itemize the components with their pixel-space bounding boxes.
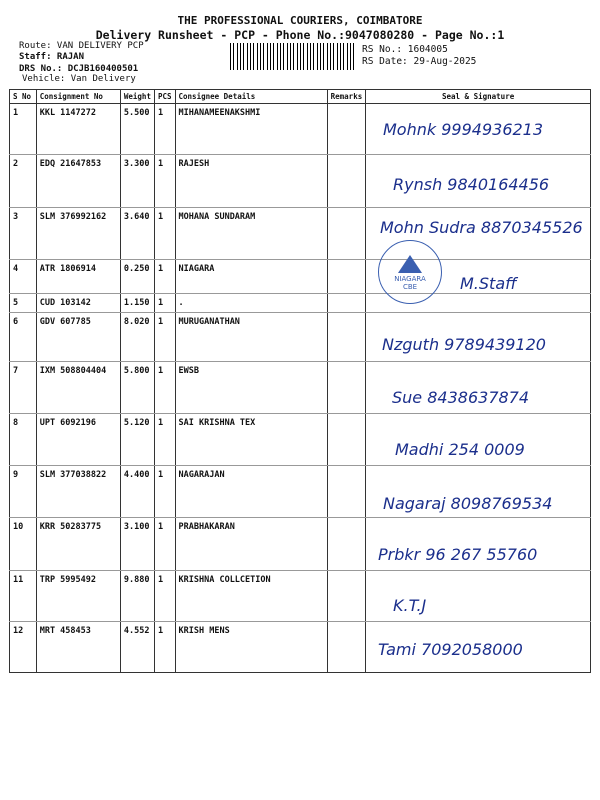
row-consignee: RAJESH xyxy=(175,155,327,208)
signature-phone: 254 0009 xyxy=(448,440,525,459)
col-header-remarks: Remarks xyxy=(327,90,366,104)
row-weight: 3.100 xyxy=(120,518,154,571)
row-weight: 5.500 xyxy=(120,104,154,155)
row-consignment-no: TRP 5995492 xyxy=(36,571,120,622)
signature-row-3 xyxy=(380,218,583,237)
row-pcs: 1 xyxy=(154,414,175,466)
row-consignment-no: EDQ 21647853 xyxy=(36,155,120,208)
stamp-text: NIAGARA xyxy=(394,275,426,283)
row-consignee: SAI KRISHNA TEX xyxy=(175,414,327,466)
row-pcs: 1 xyxy=(154,622,175,673)
row-sno: 1 xyxy=(10,104,37,155)
row-consignment-no: KKL 1147272 xyxy=(36,104,120,155)
table-row xyxy=(10,294,591,313)
row-sno: 12 xyxy=(10,622,37,673)
row-remarks xyxy=(327,155,366,208)
row-remarks xyxy=(327,466,366,518)
row-remarks xyxy=(327,294,366,313)
barcode-bar xyxy=(237,43,238,70)
row-consignee: PRABHAKARAN xyxy=(175,518,327,571)
col-header-signature: Seal & Signature xyxy=(366,90,591,104)
signature-name: Mohn Sudra xyxy=(380,218,476,237)
barcode-bar xyxy=(283,43,284,70)
row-sno: 5 xyxy=(10,294,37,313)
row-sno: 4 xyxy=(10,260,37,294)
row-weight: 8.020 xyxy=(120,313,154,362)
barcode-bar xyxy=(323,43,324,70)
barcode-bar xyxy=(297,43,298,70)
row-consignee: NIAGARA xyxy=(175,260,327,294)
signature-phone: 8438637874 xyxy=(427,388,530,407)
drs-number: DRS No.: DCJB160400501 xyxy=(19,64,139,74)
signature-row-8 xyxy=(395,440,525,459)
row-consignee: MOHANA SUNDARAM xyxy=(175,208,327,260)
signature-name: Prbkr xyxy=(378,545,421,564)
company-title: THE PROFESSIONAL COURIERS, COIMBATORE xyxy=(177,14,423,27)
row-weight: 5.800 xyxy=(120,362,154,414)
barcode-bar xyxy=(347,43,348,70)
row-sno: 10 xyxy=(10,518,37,571)
barcode-bar xyxy=(253,43,254,70)
row-weight: 9.880 xyxy=(120,571,154,622)
barcode-bar xyxy=(287,43,288,70)
row-remarks xyxy=(327,571,366,622)
barcode xyxy=(230,43,358,70)
row-pcs: 1 xyxy=(154,313,175,362)
barcode-bar xyxy=(240,43,241,70)
barcode-bar xyxy=(277,43,278,70)
barcode-bar xyxy=(280,43,281,70)
runsheet-title: Delivery Runsheet - PCP - Phone No.:9047080280 - Page No.:1 xyxy=(95,28,505,42)
barcode-bar xyxy=(313,43,314,70)
barcode-bar xyxy=(267,43,268,70)
col-header-consignment: Consignment No xyxy=(36,90,120,104)
barcode-bar xyxy=(243,43,244,70)
barcode-bar xyxy=(230,43,231,70)
row-remarks xyxy=(327,414,366,466)
row-remarks xyxy=(327,362,366,414)
row-consignment-no: SLM 376992162 xyxy=(36,208,120,260)
row-consignment-no: IXM 508804404 xyxy=(36,362,120,414)
row-pcs: 1 xyxy=(154,294,175,313)
row-weight: 1.150 xyxy=(120,294,154,313)
row-remarks xyxy=(327,622,366,673)
row-consignment-no: ATR 1806914 xyxy=(36,260,120,294)
signature-phone: 9789439120 xyxy=(444,335,546,354)
signature-phone: 8098769534 xyxy=(450,494,553,513)
row-weight: 3.300 xyxy=(120,155,154,208)
signature-name: Mohnk xyxy=(383,120,437,139)
row-remarks xyxy=(327,104,366,155)
signature-name: K.T.J xyxy=(393,596,427,615)
barcode-bar xyxy=(270,43,271,70)
signature-name: Nzguth xyxy=(382,335,440,354)
signature-row-1 xyxy=(383,120,543,139)
barcode-bar xyxy=(260,43,261,70)
table-row xyxy=(10,571,591,622)
barcode-bar xyxy=(247,43,248,70)
row-consignment-no: CUD 103142 xyxy=(36,294,120,313)
barcode-bar xyxy=(250,43,251,70)
signature-name: Tami xyxy=(378,640,416,659)
barcode-bar xyxy=(343,43,344,70)
barcode-bar xyxy=(317,43,318,70)
row-consignment-no: UPT 6092196 xyxy=(36,414,120,466)
signature-name: Sue xyxy=(392,388,423,407)
signature-phone: 9994936213 xyxy=(441,120,544,139)
row-weight: 3.640 xyxy=(120,208,154,260)
barcode-bar xyxy=(340,43,341,70)
signature-row-5 xyxy=(460,274,517,293)
row-consignee: MURUGANATHAN xyxy=(175,313,327,362)
signature-phone: 9840164456 xyxy=(447,175,550,194)
signature-phone: 96 267 55760 xyxy=(425,545,538,564)
row-consignee: KRISHNA COLLCETION xyxy=(175,571,327,622)
row-weight: 5.120 xyxy=(120,414,154,466)
row-consignee: EWSB xyxy=(175,362,327,414)
stamp-subtext: CBE xyxy=(402,283,418,291)
row-pcs: 1 xyxy=(154,104,175,155)
row-pcs: 1 xyxy=(154,208,175,260)
row-consignee: . xyxy=(175,294,327,313)
col-header-weight: Weight xyxy=(120,90,154,104)
row-remarks xyxy=(327,260,366,294)
stamp-logo-icon xyxy=(398,255,422,273)
barcode-bar xyxy=(310,43,311,70)
row-pcs: 1 xyxy=(154,466,175,518)
row-remarks xyxy=(327,208,366,260)
barcode-bar xyxy=(353,43,354,70)
route-label: Route: VAN DELIVERY PCP xyxy=(19,41,144,51)
row-sno: 11 xyxy=(10,571,37,622)
staff-label: Staff: RAJAN xyxy=(19,52,85,62)
vehicle-label: Vehicle: Van Delivery xyxy=(22,74,136,84)
row-consignment-no: KRR 50283775 xyxy=(36,518,120,571)
signature-row-9 xyxy=(383,494,552,513)
rs-date: RS Date: 29-Aug-2025 xyxy=(362,56,477,67)
signature-name: Madhi xyxy=(395,440,444,459)
row-pcs: 1 xyxy=(154,571,175,622)
row-sno: 3 xyxy=(10,208,37,260)
table-header-row xyxy=(10,90,591,104)
row-consignee: NAGARAJAN xyxy=(175,466,327,518)
row-sno: 6 xyxy=(10,313,37,362)
row-sno: 7 xyxy=(10,362,37,414)
barcode-bar xyxy=(307,43,308,70)
barcode-bar xyxy=(233,43,234,70)
row-consignee: KRISH MENS xyxy=(175,622,327,673)
row-weight: 4.552 xyxy=(120,622,154,673)
row-sno: 9 xyxy=(10,466,37,518)
barcode-bar xyxy=(303,43,304,70)
signature-name: M.Staff xyxy=(460,274,517,293)
rs-number: RS No.: 1604005 xyxy=(362,44,448,55)
barcode-bar xyxy=(330,43,331,70)
row-weight: 0.250 xyxy=(120,260,154,294)
barcode-bar xyxy=(350,43,351,70)
row-pcs: 1 xyxy=(154,260,175,294)
signature-phone: 7092058000 xyxy=(421,640,523,659)
row-consignee: MIHANAMEENAKSHMI xyxy=(175,104,327,155)
row-remarks xyxy=(327,313,366,362)
col-header-sno: S No xyxy=(10,90,37,104)
row-sno: 8 xyxy=(10,414,37,466)
col-header-pcs: PCS xyxy=(154,90,175,104)
row-consignment-no: GDV 607785 xyxy=(36,313,120,362)
row-consignment-no: MRT 458453 xyxy=(36,622,120,673)
signature-row-2 xyxy=(393,175,549,194)
barcode-bar xyxy=(257,43,258,70)
row-consignment-no: SLM 377038822 xyxy=(36,466,120,518)
signature-row-10 xyxy=(378,545,537,564)
barcode-bar xyxy=(333,43,334,70)
signature-name: Nagaraj xyxy=(383,494,446,513)
barcode-bar xyxy=(320,43,321,70)
barcode-bar xyxy=(273,43,274,70)
row-pcs: 1 xyxy=(154,155,175,208)
barcode-bar xyxy=(327,43,328,70)
row-pcs: 1 xyxy=(154,362,175,414)
signature-row-7 xyxy=(392,388,529,407)
barcode-bar xyxy=(293,43,294,70)
row-sno: 2 xyxy=(10,155,37,208)
signature-phone: 8870345526 xyxy=(480,218,583,237)
signature-row-11 xyxy=(393,596,426,615)
signature-row-6 xyxy=(382,335,546,354)
barcode-bar xyxy=(337,43,338,70)
signature-row-12 xyxy=(378,640,523,659)
row-remarks xyxy=(327,518,366,571)
barcode-bar xyxy=(263,43,264,70)
barcode-bar xyxy=(290,43,291,70)
barcode-bar xyxy=(300,43,301,70)
signature-name: Rynsh xyxy=(393,175,443,194)
col-header-consignee: Consignee Details xyxy=(175,90,327,104)
row-pcs: 1 xyxy=(154,518,175,571)
niagara-seal-stamp xyxy=(378,240,442,304)
row-weight: 4.400 xyxy=(120,466,154,518)
